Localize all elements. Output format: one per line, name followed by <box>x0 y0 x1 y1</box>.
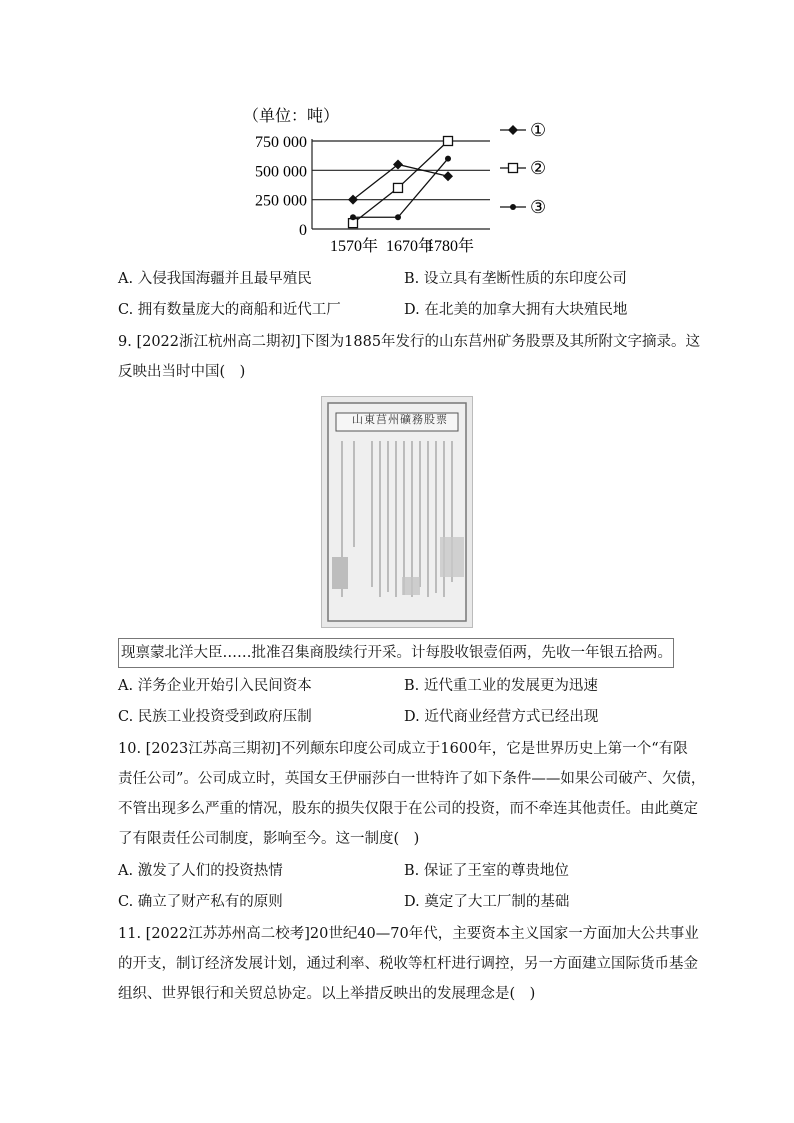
q8-option-c: C. 拥有数量庞大的商船和近代工厂 <box>118 302 341 318</box>
data-point <box>445 156 451 162</box>
legend-marker <box>510 204 516 210</box>
legend-marker <box>508 125 518 135</box>
q9-stem-line2: 反映出当时中国( ) <box>118 364 246 380</box>
legend-label: ② <box>530 158 547 178</box>
stock-certificate-drawing <box>322 397 472 627</box>
data-point <box>350 214 356 220</box>
y-tick-label: 500 000 <box>255 163 307 181</box>
q10-stem-line1: 10. [2023江苏高三期初]不列颠东印度公司成立于1600年，它是世界历史上第一个“有限 <box>118 741 688 757</box>
q9-option-b: B. 近代重工业的发展更为迅速 <box>404 678 598 694</box>
q10-option-a: A. 激发了人们的投资热情 <box>118 863 283 879</box>
q8-option-a: A. 入侵我国海疆并且最早殖民 <box>118 271 312 287</box>
data-point <box>443 171 453 181</box>
q10-option-b: B. 保证了王室的尊贵地位 <box>404 863 569 879</box>
q10-stem-line3: 不管出现多么严重的情况，股东的损失仅限于在公司的投资，而不牵连其他责任。由此奠定 <box>118 801 698 817</box>
q10-option-d: D. 奠定了大工厂制的基础 <box>404 894 570 910</box>
y-tick-label: 0 <box>299 222 307 239</box>
q10-stem-line2: 责任公司”。公司成立时，英国女王伊丽莎白一世特许了如下条件——如果公司破产、欠债， <box>118 771 706 787</box>
q11-stem-line2: 的开支，制订经济发展计划，通过利率、税收等杠杆进行调控，另一方面建立国际货币基金 <box>118 956 698 972</box>
data-point <box>444 137 453 146</box>
q9-quote-box: 现禀蒙北洋大臣……批准召集商股续行开采。计每股收银壹佰两，先收一年银五拾两。 <box>118 638 674 668</box>
stock-title: 山東莒州礦務股票 <box>352 413 448 426</box>
data-point <box>395 214 401 220</box>
q10-stem-line4: 了有限责任公司制度，影响至今。这一制度( ) <box>118 831 420 847</box>
data-point <box>394 183 403 192</box>
legend-marker <box>509 164 518 173</box>
q11-stem-line1: 11. [2022江苏苏州高二校考]20世纪40—70年代，主要资本主义国家一方面加大公共事业 <box>118 926 699 942</box>
q9-option-d: D. 近代商业经营方式已经出现 <box>404 709 599 725</box>
q9-option-a: A. 洋务企业开始引入民间资本 <box>118 678 312 694</box>
q9-stem-line1: 9. [2022浙江杭州高二期初]下图为1885年发行的山东莒州矿务股票及其所附文字摘录。这 <box>118 334 701 350</box>
series-line <box>353 141 448 223</box>
x-tick-label: 1670年 <box>385 238 435 255</box>
x-tick-label: 1780年 <box>425 238 475 255</box>
q8-option-d: D. 在北美的加拿大拥有大块殖民地 <box>404 302 628 318</box>
unit-label: （单位：吨） <box>243 108 340 125</box>
legend-label: ③ <box>530 197 547 217</box>
legend-label: ① <box>530 120 547 140</box>
tonnage-line-chart <box>0 0 794 270</box>
q10-option-c: C. 确立了财产私有的原则 <box>118 894 283 910</box>
q8-option-b: B. 设立具有垄断性质的东印度公司 <box>404 271 627 287</box>
y-tick-label: 250 000 <box>255 192 307 210</box>
q9-option-c: C. 民族工业投资受到政府压制 <box>118 709 312 725</box>
stock-certificate-image <box>321 396 473 628</box>
q11-stem-line3: 组织、世界银行和关贸总协定。以上举措反映出的发展理念是( ) <box>118 986 536 1002</box>
x-tick-label: 1570年 <box>329 238 379 255</box>
y-tick-label: 750 000 <box>255 134 307 151</box>
